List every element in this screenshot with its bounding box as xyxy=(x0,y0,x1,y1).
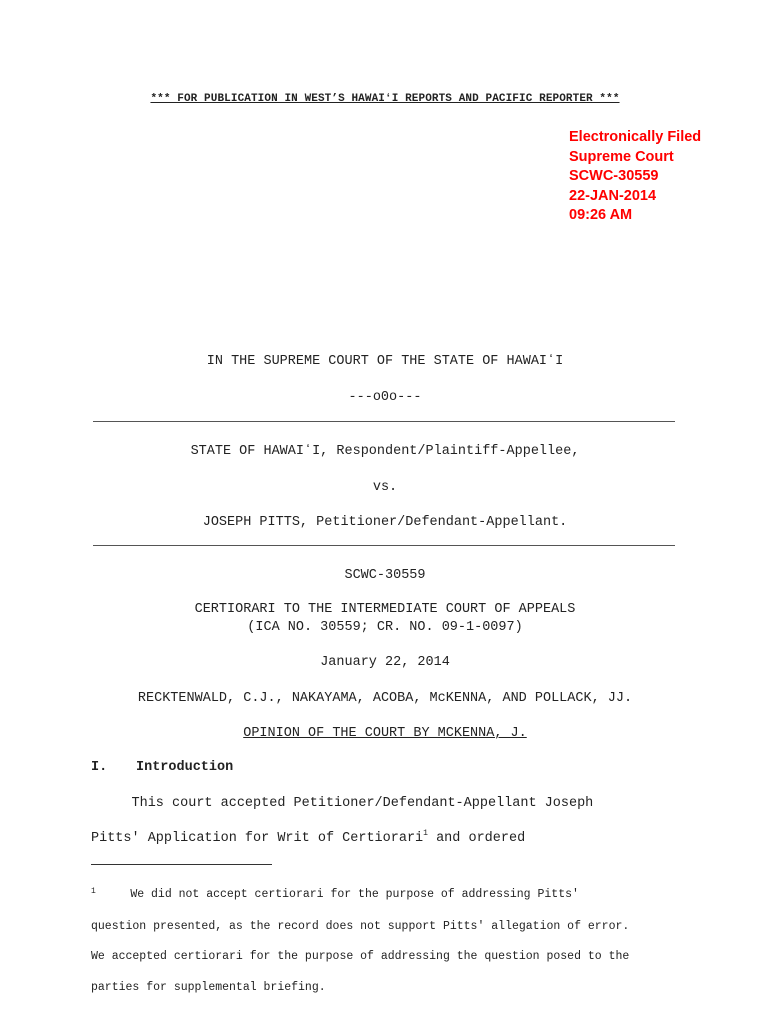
body-line-2 xyxy=(91,831,525,846)
footnote-line-3: We accepted certiorari for the purpose of addressing the question posed to the xyxy=(91,950,630,964)
stamp-line-filed: Electronically Filed xyxy=(569,129,702,145)
footnote-line-2: question presented, as the record does not support Pitts' allegation of error. xyxy=(91,919,630,933)
opinion-author-line xyxy=(0,726,770,741)
court-name: IN THE SUPREME COURT OF THE STATE OF HAWAIʻI xyxy=(206,354,564,369)
versus: vs. xyxy=(372,480,398,495)
section-number: I. xyxy=(91,760,108,775)
opinion-author: OPINION OF THE COURT BY MCKENNA, J. xyxy=(243,726,527,741)
publication-notice: *** FOR PUBLICATION IN WEST’S HAWAIʻI REPORTS AND PACIFIC REPORTER *** xyxy=(150,93,620,105)
footnote-reference[interactable]: 1 xyxy=(423,829,428,838)
stamp-line-court: Supreme Court xyxy=(569,148,674,165)
caption-rule-top xyxy=(93,421,675,422)
body-line-2-tail: and ordered xyxy=(427,831,526,846)
justices-list: RECKTENWALD, C.J., NAKAYAMA, ACOBA, McKENNA, AND POLLACK, JJ. xyxy=(137,691,633,706)
ica-case-numbers: (ICA NO. 30559; CR. NO. 09-1-0097) xyxy=(247,620,523,635)
certiorari-line: CERTIORARI TO THE INTERMEDIATE COURT OF APPEALS xyxy=(194,602,576,617)
caption-rule-bottom xyxy=(93,545,675,546)
filing-stamp xyxy=(569,128,701,226)
decision-date: January 22, 2014 xyxy=(320,655,450,670)
case-number: SCWC-30559 xyxy=(344,568,426,583)
footnote-line-4: parties for supplemental briefing. xyxy=(91,981,326,995)
respondent-party: STATE OF HAWAIʻI, Respondent/Plaintiff-Appellee, xyxy=(190,444,580,459)
stamp-line-case-number: SCWC-30559 xyxy=(569,168,659,184)
stamp-line-date: 22-JAN-2014 xyxy=(569,187,657,204)
caption-separator: ---o0o--- xyxy=(348,390,422,405)
section-title: Introduction xyxy=(136,760,234,775)
petitioner-party: JOSEPH PITTS, Petitioner/Defendant-Appellant. xyxy=(202,515,568,530)
footnote-number: 1 xyxy=(91,887,96,897)
stamp-line-time: 09:26 AM xyxy=(569,207,633,223)
footnote xyxy=(91,872,691,1011)
body-line-2-text: Pitts' Application for Writ of Certiorari xyxy=(91,831,424,846)
footnote-rule xyxy=(91,864,272,865)
body-line-1: This court accepted Petitioner/Defendant-Appellant Joseph xyxy=(91,796,594,811)
footnote-line-1: $^1$ We did not accept certiorari for the purpose of addressing Pitts' xyxy=(91,887,579,902)
